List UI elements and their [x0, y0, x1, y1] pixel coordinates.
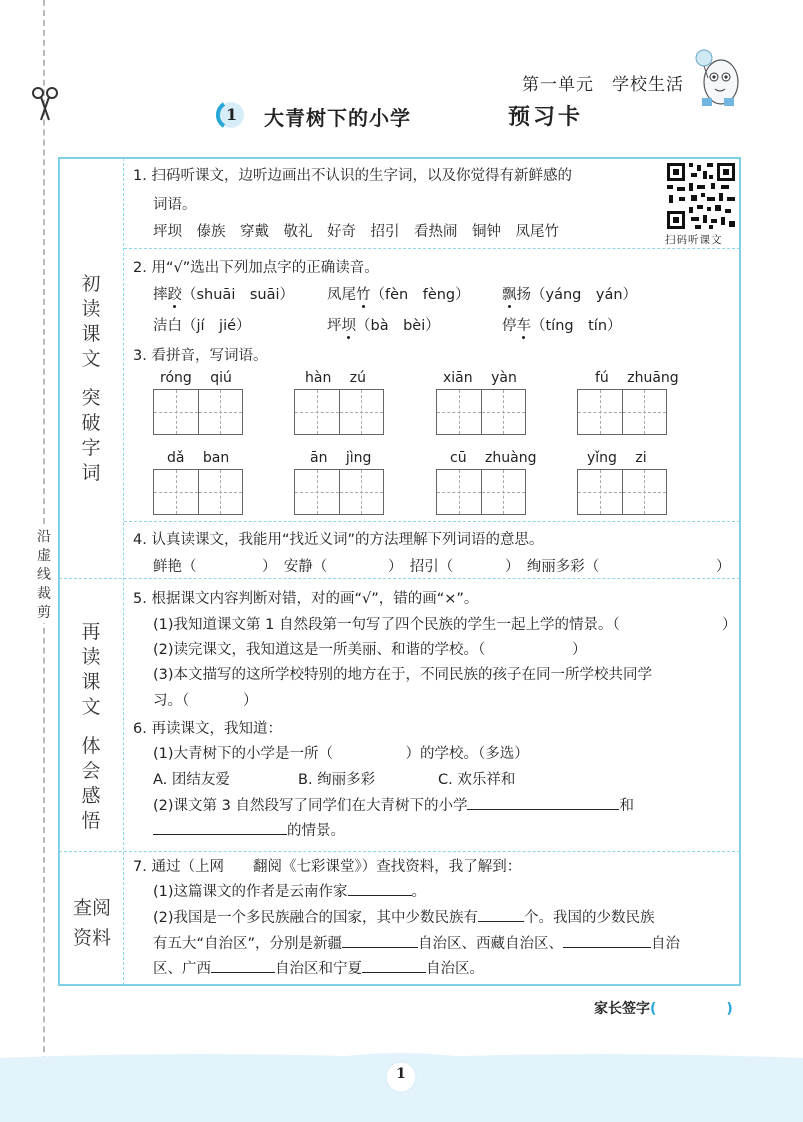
- mascot-icon: [694, 44, 744, 110]
- writing-cell[interactable]: [340, 390, 384, 434]
- writing-grid[interactable]: [294, 469, 384, 515]
- q5-statement: (2)读完课文，我知道这是一所美丽、和谐的学校。（: [153, 642, 486, 658]
- q7-text: 个。我国的少数民族: [524, 910, 655, 926]
- section-char: 课: [81, 323, 101, 345]
- writing-cell[interactable]: [623, 470, 667, 514]
- question-1-text-cont: 词语。: [153, 197, 197, 213]
- q5-bracket[interactable]: ）: [722, 617, 737, 633]
- answer-blank[interactable]: [153, 818, 287, 835]
- writing-grid[interactable]: [436, 389, 526, 435]
- pinyin-item: [153, 282, 294, 308]
- q7-text: (1)这篇课文的作者是云南作家: [153, 884, 348, 900]
- q6-option-b[interactable]: B. 绚丽多彩: [298, 772, 376, 788]
- writing-cell[interactable]: [154, 390, 199, 434]
- answer-blank[interactable]: [348, 879, 412, 896]
- question-1-words: 坪坝 傣族 穿戴 敬礼 好奇 招引 看热闹 铜钟 凤尾竹: [153, 224, 559, 240]
- signature-label: 家长签字: [594, 1001, 650, 1017]
- writing-cell[interactable]: [482, 390, 526, 434]
- column-divider: [123, 158, 124, 985]
- section-char: 初: [81, 273, 101, 295]
- writing-grid[interactable]: [577, 469, 667, 515]
- question-1-text: 1. 扫码听课文，边听边画出不认识的生字词，以及你觉得有新鲜感的: [133, 168, 572, 184]
- word-part: 坪: [327, 318, 342, 334]
- writing-cell[interactable]: [340, 470, 384, 514]
- section-char: 料: [92, 927, 112, 949]
- pinyin-item: [327, 313, 440, 339]
- q7-text: 有五大“自治区”，分别是新疆: [153, 936, 343, 952]
- pinyin-item: [502, 313, 622, 339]
- section-char: 查: [72, 897, 92, 919]
- q4-answer-blank: ） 绚丽多彩（: [505, 559, 600, 575]
- cut-label-char: 裁: [37, 586, 51, 602]
- q5-statement: (3)本文描写的这所学校特别的地方在于，不同民族的孩子在同一所学校共同学: [153, 667, 653, 683]
- section-label-research: [72, 893, 112, 953]
- section-char: 读: [81, 646, 101, 668]
- q6-item-2: [153, 793, 634, 819]
- answer-blank[interactable]: [211, 956, 275, 973]
- q6-option-c[interactable]: C. 欢乐祥和: [438, 772, 516, 788]
- pinyin-prompt: cū zhuàng: [450, 450, 537, 466]
- pinyin-prompt: dǎ ban: [167, 450, 230, 466]
- section-char: 文: [81, 348, 101, 370]
- lesson-title: 大青树下的小学: [264, 106, 411, 130]
- q4-answer-blank: 鲜艳（: [153, 559, 197, 575]
- q7-text: 自治区和宁夏: [275, 961, 362, 977]
- dotted-char: 飘: [502, 287, 517, 303]
- writing-cell[interactable]: [578, 470, 623, 514]
- section-char: 感: [81, 785, 101, 807]
- pinyin-choices[interactable]: （fèn fèng）: [370, 287, 470, 303]
- q6-item-2-cont: [153, 818, 345, 844]
- writing-cell[interactable]: [437, 470, 482, 514]
- writing-cell[interactable]: [578, 390, 623, 434]
- cut-label: [36, 528, 52, 623]
- writing-grid[interactable]: [153, 469, 243, 515]
- q7-text: (2)我国是一个多民族融合的国家，其中少数民族有: [153, 910, 479, 926]
- q7-text: 自治: [651, 936, 681, 952]
- q6-item-1[interactable]: (1)大青树下的小学是一所（ ）的学校。（多选）: [153, 746, 529, 762]
- question-2-text: 2. 用“√”选出下列加点字的正确读音。: [133, 260, 379, 276]
- writing-cell[interactable]: [482, 470, 526, 514]
- pinyin-prompt: yǐng zi: [587, 450, 647, 466]
- writing-grid[interactable]: [436, 469, 526, 515]
- pinyin-prompt: róng qiú: [160, 370, 232, 386]
- word-part: 洁白: [153, 318, 182, 334]
- answer-blank[interactable]: [362, 956, 426, 973]
- q5-bracket[interactable]: ）: [243, 693, 258, 709]
- pinyin-item: [153, 313, 251, 339]
- answer-blank[interactable]: [467, 793, 619, 810]
- question-6-text: 6. 再读课文，我知道：: [133, 721, 282, 737]
- pinyin-prompt: hàn zú: [305, 370, 366, 386]
- q7-item-1: [153, 879, 426, 905]
- dotted-char: 跤: [167, 287, 182, 303]
- pinyin-item: [327, 282, 470, 308]
- section-label-rereading: [76, 620, 106, 834]
- section-char: 文: [81, 696, 101, 718]
- q7-text: 自治区、西藏自治区、: [418, 936, 564, 952]
- q4-answer-blank: ） 安静（: [262, 559, 328, 575]
- q5-bracket[interactable]: ）: [572, 642, 587, 658]
- dotted-char: 坝: [341, 318, 356, 334]
- section-char: 课: [81, 671, 101, 693]
- section-char: 字: [81, 437, 101, 459]
- q4-answer-blank: ）: [716, 559, 731, 575]
- q5-statement: (1)我知道课文第 1 自然段第一句写了四个民族的学生一起上学的情景。（: [153, 617, 620, 633]
- dotted-char: 车: [516, 318, 531, 334]
- question-3-text: 3. 看拼音，写词语。: [133, 348, 268, 364]
- q4-answer-blank: ） 招引（: [388, 559, 454, 575]
- page-number: 1: [396, 1066, 406, 1082]
- q7-text: 区、广西: [153, 961, 211, 977]
- q6-item-2-and: 和: [619, 798, 634, 814]
- writing-grid[interactable]: [294, 389, 384, 435]
- unit-title: 第一单元 学校生活: [522, 75, 684, 95]
- writing-cell[interactable]: [154, 470, 199, 514]
- writing-cell[interactable]: [623, 390, 667, 434]
- q7-text: 自治区。: [426, 961, 484, 977]
- card-title: 预习卡: [508, 105, 584, 130]
- writing-cell[interactable]: [199, 470, 243, 514]
- writing-cell[interactable]: [295, 470, 340, 514]
- page-number-badge: [384, 1061, 418, 1093]
- question-4-text: 4. 认真读课文，我能用“找近义词”的方法理解下列词语的意思。: [133, 532, 544, 548]
- dotted-char: 竹: [356, 287, 371, 303]
- section-char: 资: [72, 927, 92, 949]
- pinyin-choices[interactable]: （tíng tín）: [531, 318, 622, 334]
- qr-code-icon[interactable]: [665, 161, 737, 231]
- question-5-text: 5. 根据课文内容判断对错，对的画“√”，错的画“×”。: [133, 591, 479, 607]
- q7-item-4: [153, 956, 484, 982]
- cut-label-char: 线: [37, 567, 51, 583]
- writing-grid[interactable]: [577, 389, 667, 435]
- section-divider: [59, 851, 740, 852]
- cut-label-char: 沿: [37, 529, 51, 545]
- q6-item-2-text: (2)课文第 3 自然段写了同学们在大青树下的小学: [153, 798, 468, 814]
- q5-statement: 习。（: [153, 693, 190, 709]
- pinyin-choices[interactable]: （yáng yán）: [531, 287, 638, 303]
- section-char: 突: [81, 387, 101, 409]
- q7-item-2: [153, 905, 655, 931]
- section-gap: [76, 720, 106, 734]
- word-part: 扬: [516, 287, 531, 303]
- writing-cell[interactable]: [199, 390, 243, 434]
- row-divider: [124, 521, 740, 522]
- writing-cell[interactable]: [295, 390, 340, 434]
- section-char: 词: [81, 462, 101, 484]
- section-char: 阅: [92, 897, 112, 919]
- section-char: 破: [81, 412, 101, 434]
- q7-item-3: [153, 931, 680, 957]
- cut-label-char: 剪: [37, 605, 51, 621]
- q6-item-2-end: 的情景。: [287, 823, 345, 839]
- pinyin-item: [502, 282, 637, 308]
- q6-option-a[interactable]: A. 团结友爱: [153, 772, 230, 788]
- section-label-first-reading: [76, 272, 106, 486]
- section-char: 再: [81, 621, 101, 643]
- writing-grid[interactable]: [153, 389, 243, 435]
- cut-label-char: 虚: [37, 548, 51, 564]
- lesson-number-badge: [214, 100, 248, 130]
- writing-cell[interactable]: [437, 390, 482, 434]
- scissors-icon: [30, 86, 60, 122]
- section-char: 读: [81, 298, 101, 320]
- q7-text: 。: [411, 884, 427, 900]
- word-part: 停: [502, 318, 517, 334]
- answer-blank[interactable]: [563, 931, 651, 948]
- parent-signature: [594, 998, 733, 1018]
- answer-blank[interactable]: [478, 905, 524, 922]
- section-char: 悟: [81, 810, 101, 832]
- pinyin-choices[interactable]: （jí jié）: [182, 318, 251, 334]
- row-divider: [124, 248, 740, 249]
- section-char: 体: [81, 735, 101, 757]
- pinyin-choices[interactable]: （bà bèi）: [356, 318, 440, 334]
- pinyin-prompt: xiān yàn: [443, 370, 517, 386]
- pinyin-prompt: fú zhuāng: [595, 370, 679, 386]
- qr-caption: 扫码听课文: [665, 234, 723, 246]
- lesson-number: 1: [226, 105, 238, 124]
- section-char: 会: [81, 760, 101, 782]
- signature-close-bracket: ): [726, 1001, 733, 1017]
- pinyin-choices[interactable]: （shuāi suāi）: [182, 287, 295, 303]
- pinyin-prompt: ān jìng: [310, 450, 372, 466]
- word-part: 凤尾: [327, 287, 356, 303]
- signature-open-bracket: (: [650, 1001, 657, 1017]
- section-gap: [76, 372, 106, 386]
- word-part: 摔: [153, 287, 168, 303]
- answer-blank[interactable]: [342, 931, 418, 948]
- question-7-text: 7. 通过（上网 翻阅《七彩课堂》）查找资料，我了解到：: [133, 859, 522, 875]
